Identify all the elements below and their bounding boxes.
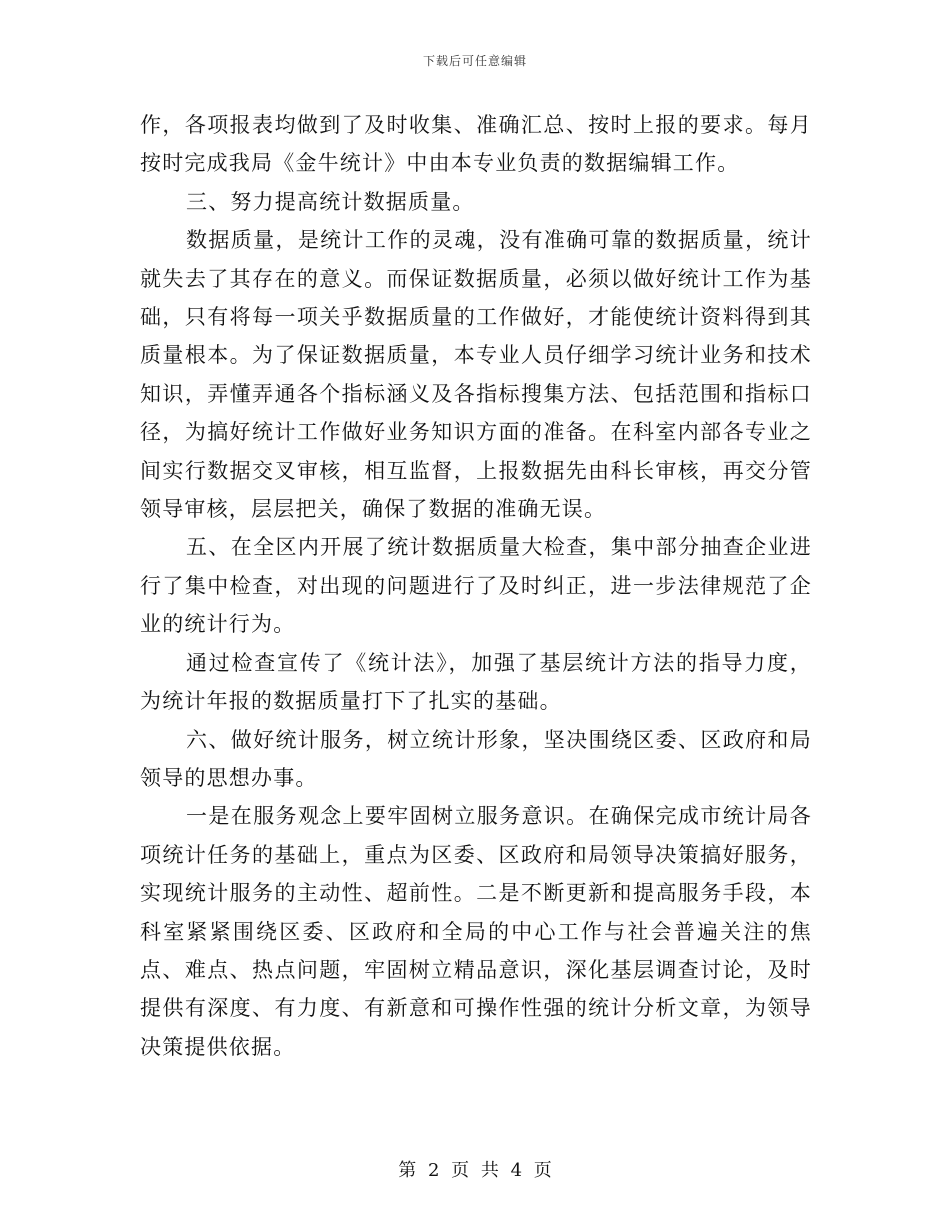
page-number-footer: 第 2 页 共 4 页: [398, 1160, 552, 1181]
paragraph-5: 通过检查宣传了《统计法》，加强了基层统计方法的指导力度，为统计年报的数据质量打下了扎实的基础。: [140, 650, 812, 714]
paragraph-1: 作，各项报表均做到了及时收集、准确汇总、按时上报的要求。每月按时完成我局《金牛统计》中由本专业负责的数据编辑工作。: [140, 113, 812, 176]
document-body: [140, 106, 812, 1066]
paragraph-4: 五、在全区内开展了统计数据质量大检查，集中部分抽查企业进行了集中检查，对出现的问题进行了及时纠正，进一步法律规范了企业的统计行为。: [140, 535, 812, 637]
paragraph-3: 数据质量，是统计工作的灵魂，没有准确可靠的数据质量，统计就失去了其存在的意义。而保证数据质量，必须以做好统计工作为基础，只有将每一项关乎数据质量的工作做好，才能使统计资料得到其质量根本。为了保证数据质量，本专业人员仔细学习统计业务和技术知识，弄懂弄通各个指标涵义及各指标搜集方法、包括范围和指标口径，为搞好统计工作做好业务知识方面的准备。在科室内部各专业之间实行数据交叉审核，相互监督，上报数据先由科长审核，再交分管领导审核，层层把关，确保了数据的准确无误。: [140, 228, 812, 522]
paragraph-6-heading: 六、做好统计服务，树立统计形象，坚决围绕区委、区政府和局领导的思想办事。: [140, 727, 812, 790]
paragraph-2-heading: 三、努力提高统计数据质量。: [186, 189, 475, 214]
paragraph-7: 一是在服务观念上要牢固树立服务意识。在确保完成市统计局各项统计任务的基础上，重点为区委、区政府和局领导决策搞好服务，实现统计服务的主动性、超前性。二是不断更新和提高服务手段，本科室紧紧围绕区委、区政府和全局的中心工作与社会普遍关注的焦点、难点、热点问题，牢固树立精品意识，深化基层调查讨论，及时提供有深度、有力度、有新意和可操作性强的统计分析文章，为领导决策提供依据。: [140, 804, 812, 1059]
page-header-note: 下载后可任意编辑: [422, 54, 527, 68]
